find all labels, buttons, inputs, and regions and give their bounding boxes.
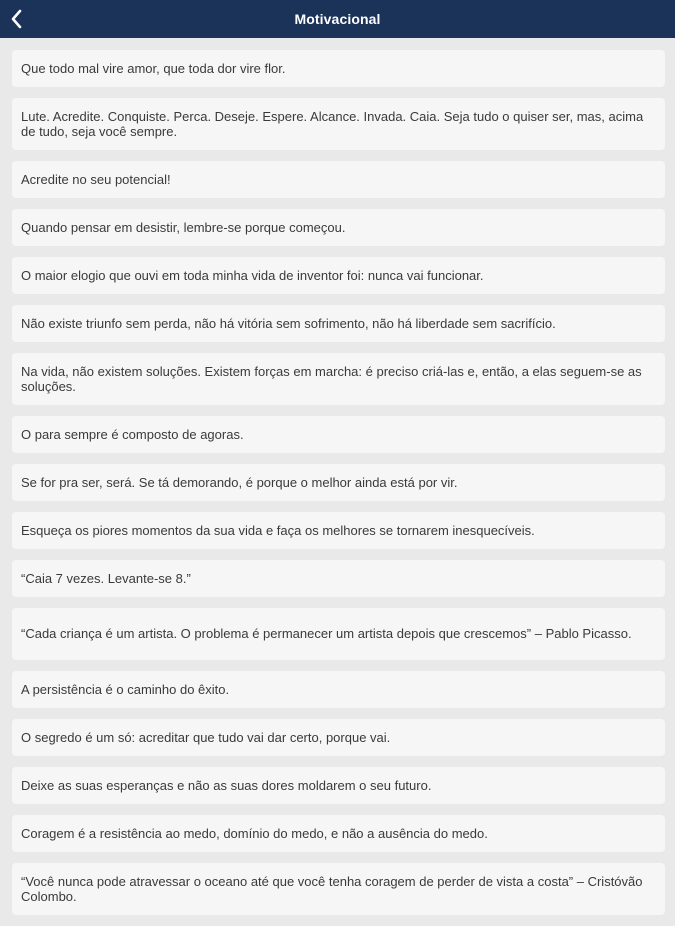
quote-text: O maior elogio que ouvi em toda minha vida de inventor foi: nunca vai funcionar.: [21, 267, 484, 283]
quote-card[interactable]: [12, 257, 665, 294]
page-title: Motivacional: [294, 11, 381, 27]
quote-text: Se for pra ser, será. Se tá demorando, é porque o melhor ainda está por vir.: [21, 474, 458, 490]
quote-card[interactable]: [12, 512, 665, 549]
quote-card[interactable]: [12, 767, 665, 804]
quote-text: “Cada criança é um artista. O problema é permanecer um artista depois que crescemos” – Pablo Picasso.: [21, 626, 632, 642]
quote-card[interactable]: [12, 719, 665, 756]
quote-text: O para sempre é composto de agoras.: [21, 426, 244, 442]
quote-text: “Você nunca pode atravessar o oceano até que você tenha coragem de perder de vista a costa” – Cristóvão Colombo.: [21, 873, 643, 904]
quote-text: Deixe as suas esperanças e não as suas dores moldarem o seu futuro.: [21, 777, 432, 793]
quote-text: O segredo é um só: acreditar que tudo vai dar certo, porque vai.: [21, 729, 391, 745]
quote-text: A persistência é o caminho do êxito.: [21, 681, 230, 697]
quote-card[interactable]: [12, 608, 665, 660]
quote-card[interactable]: [12, 416, 665, 453]
chevron-left-icon: [10, 9, 22, 29]
quote-list: [12, 50, 665, 926]
quote-text: Não existe triunfo sem perda, não há vitória sem sofrimento, não há liberdade sem sacrifício.: [21, 315, 556, 331]
quote-card[interactable]: [12, 863, 665, 915]
quote-text: Lute. Acredite. Conquiste. Perca. Deseje. Espere. Alcance. Invada. Caia. Seja tudo o quiser ser, mas, acima de tudo, seja você sempre.: [21, 108, 644, 139]
quote-card[interactable]: [12, 464, 665, 501]
quote-card[interactable]: [12, 671, 665, 708]
quote-card[interactable]: [12, 815, 665, 852]
back-button[interactable]: [0, 0, 32, 38]
quote-card[interactable]: [12, 98, 665, 150]
quote-text: Esqueça os piores momentos da sua vida e faça os melhores se tornarem inesquecíveis.: [21, 522, 535, 538]
quote-text: Acredite no seu potencial!: [21, 171, 171, 187]
quote-card[interactable]: [12, 161, 665, 198]
quote-text: Na vida, não existem soluções. Existem forças em marcha: é preciso criá-las e, então, a elas seguem-se as soluções.: [21, 363, 642, 394]
quote-card[interactable]: [12, 305, 665, 342]
quote-card[interactable]: [12, 50, 665, 87]
quote-text: Coragem é a resistência ao medo, domínio do medo, e não a ausência do medo.: [21, 825, 488, 841]
quote-card[interactable]: [12, 353, 665, 405]
quote-card[interactable]: [12, 560, 665, 597]
quote-text: Quando pensar em desistir, lembre-se porque começou.: [21, 219, 346, 235]
quote-text: Que todo mal vire amor, que toda dor vire flor.: [21, 60, 286, 76]
quote-card[interactable]: [12, 209, 665, 246]
quote-text: “Caia 7 vezes. Levante-se 8.”: [21, 570, 191, 586]
app-bar: [0, 0, 675, 38]
